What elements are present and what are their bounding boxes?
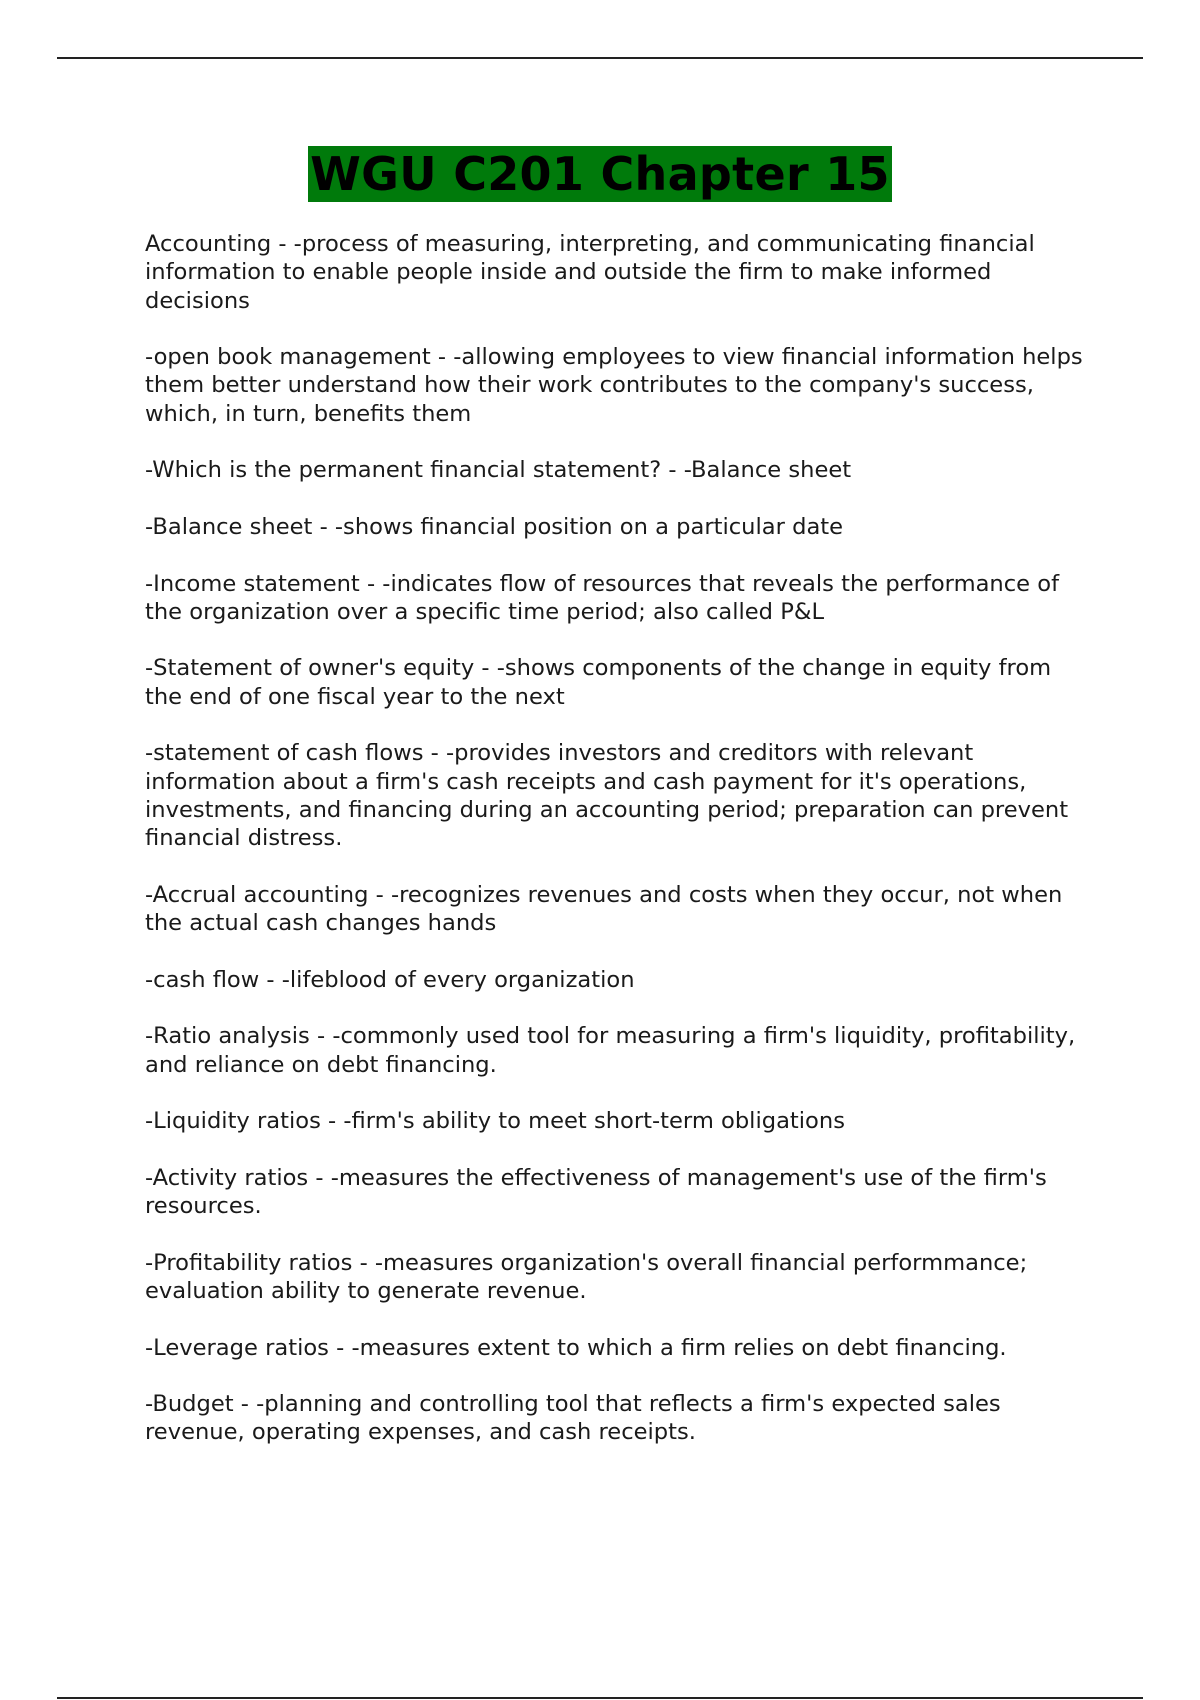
flashcard-entry: -open book management - -allowing employees to view financial information helps them better understand how their work contributes to the company's success, which, in turn, benefits them xyxy=(145,344,1083,427)
flashcard-entry: -statement of cash flows - -provides investors and creditors with relevant information about a firm's cash receipts and cash payment for it's operations, investments, and financing during an accounting period; preparation can prevent financial distress. xyxy=(145,740,1069,852)
flashcard-entry: -Liquidity ratios - -firm's ability to meet short-term obligations xyxy=(145,1108,845,1135)
title-container xyxy=(0,146,1200,202)
flashcard-entry: -Profitability ratios - -measures organization's overall financial performmance; evaluation ability to generate revenue. xyxy=(145,1249,1028,1304)
flashcard-entry: -Accrual accounting - -recognizes revenues and costs when they occur, not when the actual cash changes hands xyxy=(145,881,1063,937)
flashcard-list xyxy=(145,230,1095,1475)
flashcard-entry: -Activity ratios - -measures the effectiveness of management's use of the firm's resources. xyxy=(145,1164,1047,1220)
flashcard-entry: -cash flow - -lifeblood of every organization xyxy=(145,966,635,993)
flashcard-entry: -Which is the permanent financial statement? - -Balance sheet xyxy=(145,457,852,484)
flashcard-entry: -Ratio analysis - -commonly used tool for measuring a firm's liquidity, profitability, and reliance on debt financing. xyxy=(145,1023,1076,1078)
flashcard-entry: -Balance sheet - -shows financial position on a particular date xyxy=(145,513,844,540)
document-title: WGU C201 Chapter 15 xyxy=(310,147,890,201)
flashcard-entry: Accounting - -process of measuring, interpreting, and communicating financial information to enable people inside and outside the firm to make informed decisions xyxy=(145,231,1035,314)
top-divider xyxy=(57,57,1143,59)
flashcard-entry: -Leverage ratios - -measures extent to which a firm relies on debt financing. xyxy=(145,1334,1007,1361)
bottom-divider xyxy=(57,1697,1143,1699)
flashcard-entry: -Income statement - -indicates flow of resources that reveals the performance of the organization over a specific time period; also called P&L xyxy=(145,570,1060,625)
flashcard-entry: -Budget - -planning and controlling tool that reflects a firm's expected sales revenue, operating expenses, and cash receipts. xyxy=(145,1391,1001,1446)
flashcard-entry: -Statement of owner's equity - -shows components of the change in equity from the end of one fiscal year to the next xyxy=(145,655,1052,710)
